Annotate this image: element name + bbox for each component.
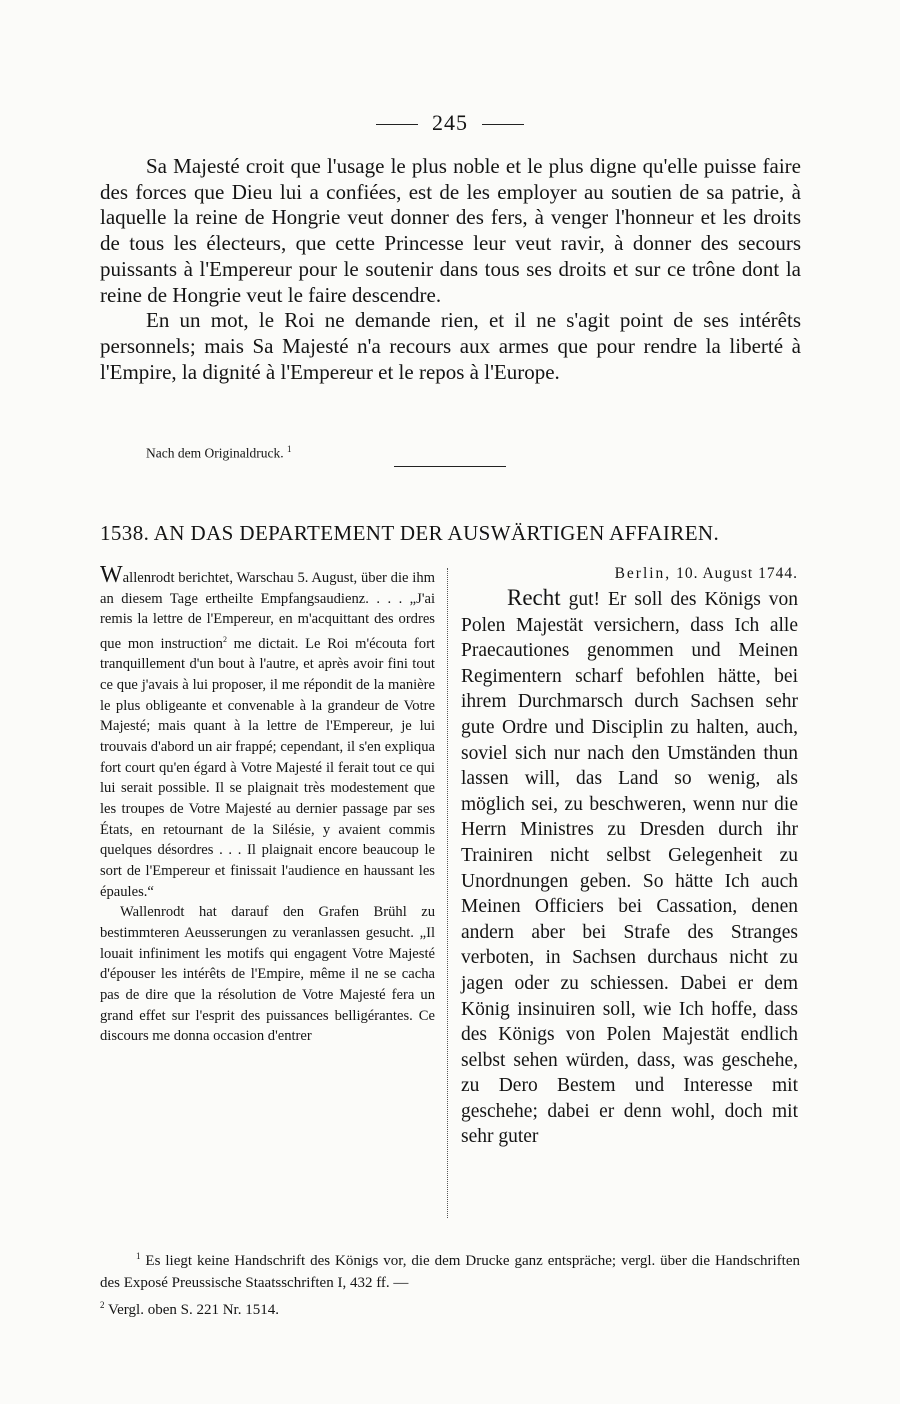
column-divider (447, 568, 448, 1218)
footnotes (100, 1245, 800, 1321)
page-number: 245 (432, 110, 468, 135)
source-note-text: Nach dem Originaldruck. (146, 445, 284, 461)
left-text: me dictait. Le Roi m'écouta fort tranquillement d'un bout à l'autre, et après avoir fini tout ce que j'avais à lui proposer, il me répondit de la manière le plus obligeante et convenable à la grandeur de Votre Majesté; mais quant à la lettre de l'Empereur, je lui trouvais d'abord un air frappé; cependant, il s'en expliqua fort court qu'en égard à Votre Majesté il ferait tout ce qui lui serait possible. Il se plaignait très modestement que les troupes de Votre Majesté au dernier passage par ses États, en retournant de la Silésie, y avaient commis quelques désordres . . . Il plaignait encore beaucoup le sort de l'Empereur et finissait l'audience en haussant les épaules.“ (100, 635, 435, 900)
dateline-date: 10. August 1744. (671, 565, 798, 582)
dateline-place: Berlin, (614, 565, 672, 582)
left-column (100, 562, 435, 1047)
left-text: allenrodt berichtet, Warschau 5. August, über die ihm an diesem Tage ertheilte Empfangsaudienz. . . . „J'ai remis la lettre de l'Empereur, en m'acquittant des ordres que mon instruction (100, 570, 435, 652)
right-column (461, 563, 798, 1150)
header-dash-right (482, 124, 524, 125)
footnote-text: Es liegt keine Handschrift des Königs vor, die dem Drucke ganz entspräche; vergl. über die Handschriften des Exposé Preussische Staatsschriften I, 432 ff. — (100, 1253, 800, 1291)
paragraph: Sa Majesté croit que l'usage le plus noble et le plus digne qu'elle puisse faire des forces que Dieu lui a confiées, est de les employer au soutien de sa patrie, à laquelle la reine de Hongrie veut donner des fers, à venger l'honneur et les droits de tous les électeurs, que cette Princesse leur veut ravir, à donner des secours puissants à l'Empereur pour le soutenir dans tous ses droits et sur ce trône dont la reine de Hongrie veut le faire descendre. (100, 154, 801, 307)
letter-body (461, 585, 798, 1150)
top-text (100, 154, 801, 385)
footnote (100, 1294, 800, 1321)
first-word: Recht (507, 585, 561, 610)
footnote (100, 1245, 800, 1294)
dateline (461, 563, 798, 585)
left-paragraph: Wallenrodt hat darauf den Grafen Brühl zu bestimmteren Aeusserungen zu veranlassen gesucht. „Il louait infiniment les motifs qui engagent Votre Majesté d'épouser les intérêts de l'Empire, même il ne se cacha pas de dire que la résolution de Votre Majesté fera un grand effet sur l'esprit des puissances belligérantes. Ce discours me donna occasion d'entrer (100, 904, 435, 1045)
dropcap: W (100, 562, 123, 588)
section-rule (394, 466, 506, 467)
footnote-marker: 1 (136, 1251, 141, 1261)
footnote-ref: 1 (286, 444, 292, 454)
footnote-text: Vergl. oben S. 221 Nr. 1514. (104, 1302, 279, 1318)
header-dash-left (376, 124, 418, 125)
letter-text: gut! Er soll des Königs von Polen Majestät versichern, dass Ich alle Praecautiones genommen und Meinen Regimentern scharf befohlen hätte, bei ihrem Durchmarsch durch Sachsen sehr gute Ordre und Disciplin zu halten, auch, soviel sich nur nach den Umständen thun lassen will, das Land so wenig, als möglich sei, zu beschweren, wenn nur die Herrn Ministres zu Dresden durch ihr Trainiren nicht selbst Gelegenheit zu Unordnungen geben. So hätte Ich auch Meinen Officiers bei Cassation, denen andern aber bei Strafe des Stranges verboten, in Sachsen durchaus nicht zu jagen oder zu schiessen. Dabei er dem König insinuiren soll, wie Ich hoffe, dass des Königs von Polen Majestät endlich selbst sehen würden, dass, was geschehe, zu Dero Bestem und Interesse mit geschehe; dabei er denn wohl, doch mit sehr guter (461, 589, 798, 1148)
page-header (0, 110, 900, 136)
section-title: 1538. AN DAS DEPARTEMENT DER AUSWÄRTIGEN AFFAIREN. (100, 521, 720, 545)
source-note (146, 444, 291, 462)
paragraph: En un mot, le Roi ne demande rien, et il ne s'agit point de ses intérêts personnels; mais Sa Majesté n'a recours aux armes que pour rendre la liberté à l'Empire, la dignité à l'Empereur et le repos à l'Europe. (100, 308, 801, 384)
footnote-marker: 2 (100, 1300, 105, 1310)
footnote-ref: 2 (222, 634, 227, 644)
left-paragraph (100, 562, 435, 902)
